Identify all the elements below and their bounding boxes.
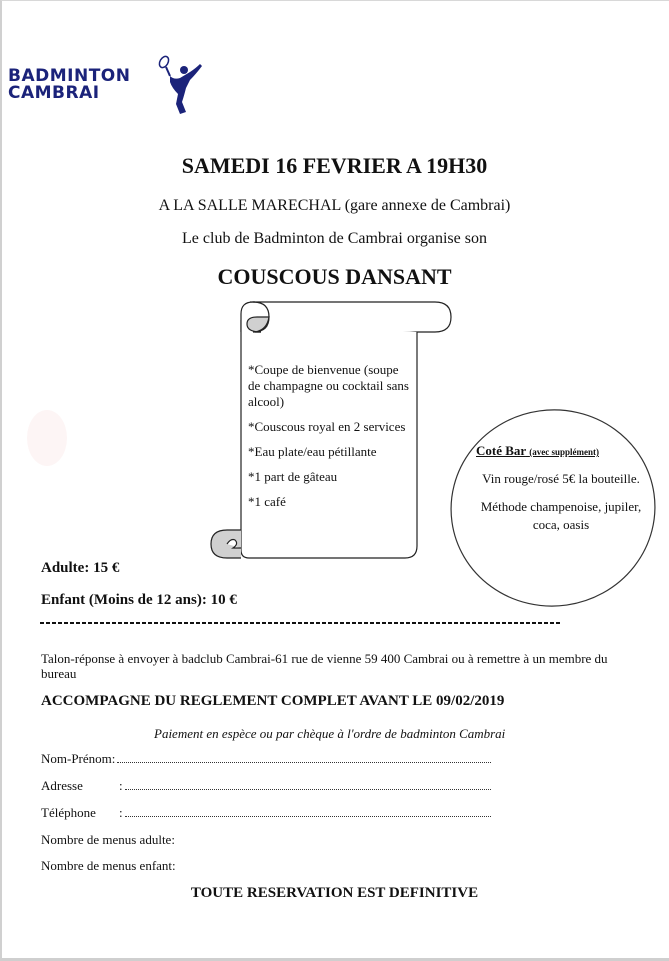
address-separator: :: [119, 778, 123, 793]
price-adult: Adulte: 15 €: [41, 560, 120, 576]
menu-list: [248, 362, 414, 519]
menu-item: *1 café: [248, 494, 286, 509]
bar-title: [476, 443, 646, 460]
name-field[interactable]: [41, 751, 491, 767]
bar-title-main: Coté Bar: [476, 443, 526, 458]
bar-drinks-line: Méthode champenoise, jupiler, coca, oasis: [480, 499, 642, 532]
badminton-player-icon: [156, 54, 204, 116]
child-menus-label: Nombre de menus enfant:: [41, 858, 176, 873]
payment-deadline: ACCOMPAGNE DU REGLEMENT COMPLET AVANT LE 09/02/2019: [41, 693, 505, 709]
reply-slip-instructions: Talon-réponse à envoyer à badclub Cambrai-61 rue de vienne 59 400 Cambrai ou à remettre à un membre du bureau: [41, 651, 608, 681]
logo-line2: CAMBRAI: [8, 83, 100, 103]
name-label: Nom-Prénom:: [41, 751, 116, 766]
final-notice: TOUTE RESERVATION EST DEFINITIVE: [190, 885, 479, 901]
club-logo: [8, 54, 200, 116]
venue-line: A LA SALLE MARECHAL (gare annexe de Cambrai): [158, 197, 511, 214]
bar-wine-line: Vin rouge/rosé 5€ la bouteille.: [482, 471, 640, 486]
name-fill-line[interactable]: [117, 751, 491, 763]
address-fill-line[interactable]: [125, 778, 491, 790]
adult-menus-field[interactable]: [41, 832, 491, 848]
bar-info: [476, 443, 646, 534]
menu-item: *Coupe de bienvenue (soupe de champagne ou cocktail sans alcool): [248, 362, 409, 409]
cut-line-divider: [40, 622, 560, 624]
logo-text: [8, 68, 130, 102]
faint-watermark: [22, 392, 72, 472]
child-menus-field[interactable]: [41, 858, 491, 874]
event-name-title: COUSCOUS DANSANT: [217, 264, 452, 289]
payment-methods: Paiement en espèce ou par chèque à l'ordre de badminton Cambrai: [154, 726, 506, 741]
phone-label: Téléphone: [41, 805, 96, 820]
phone-fill-line[interactable]: [125, 805, 491, 817]
menu-item: *Eau plate/eau pétillante: [248, 444, 377, 459]
phone-separator: :: [119, 805, 123, 820]
intro-line: Le club de Badminton de Cambrai organise son: [182, 230, 487, 247]
adult-menus-label: Nombre de menus adulte:: [41, 832, 175, 847]
bar-title-note: (avec supplément): [529, 447, 599, 457]
logo-line1: BADMINTON: [8, 66, 131, 86]
price-child: Enfant (Moins de 12 ans): 10 €: [41, 592, 237, 608]
address-label: Adresse: [41, 778, 83, 793]
menu-item: *1 part de gâteau: [248, 469, 338, 484]
address-field[interactable]: [41, 778, 491, 794]
menu-item: *Couscous royal en 2 services: [248, 419, 406, 434]
event-date-title: SAMEDI 16 FEVRIER A 19H30: [181, 153, 488, 178]
phone-field[interactable]: [41, 805, 491, 821]
